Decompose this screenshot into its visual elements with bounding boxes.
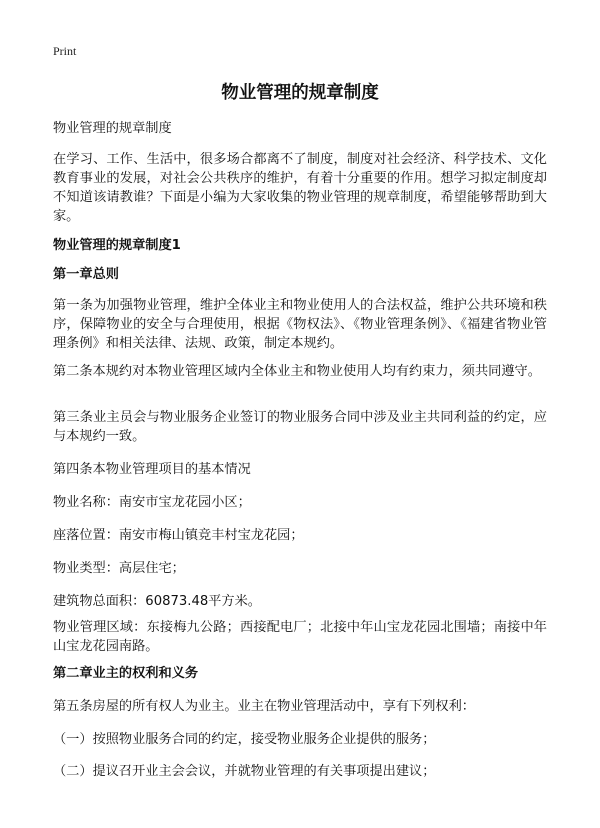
intro-paragraph: 在学习、工作、生活中，很多场合都离不了制度，制度对社会经济、科学技术、文化教育事业的发展，对社会公共秩序的维护，有着十分重要的作用。想学习拟定制度却不知道该请教谁？下面是小编为大家收集的物业管理的规章制度，希望能够帮助到大家。	[53, 152, 547, 224]
article-3: 第三条业主员会与物业服务企业签订的物业服务合同中涉及业主共同利益的约定，应与本规约一致。	[53, 410, 547, 444]
chapter-heading-2: 第二章业主的权利和义务	[53, 666, 199, 681]
article-2: 第二条本规约对本物业管理区域内全体业主和物业使用人均有约束力，须共同遵守。	[53, 364, 541, 379]
chapter-heading-1: 第一章总则	[53, 267, 119, 282]
article-5: 第五条房屋的所有权人为业主。业主在物业管理活动中，享有下列权利：	[53, 699, 475, 714]
article-1: 第一条为加强物业管理，维护全体业主和物业使用人的合法权益，维护公共环境和秩序，保障物业的安全与合理使用，根据《物权法》、《物业管理条例》、《福建省物业管理条例》和相关法律、法规、政策，制定本规约。	[53, 298, 547, 351]
management-area: 物业管理区域：东接梅九公路；西接配电厂；北接中年山宝龙花园北围墙；南接中年山宝龙花园南路。	[53, 620, 547, 654]
property-type: 物业类型：高层住宅；	[53, 561, 185, 576]
section-heading-1: 物业管理的规章制度1	[53, 238, 181, 253]
property-name: 物业名称：南安市宝龙花园小区；	[53, 495, 251, 510]
right-item-2: （二）提议召开业主会会议，并就物业管理的有关事项提出建议；	[53, 764, 436, 779]
document-subtitle: 物业管理的规章制度	[53, 121, 172, 136]
page-title: 物业管理的规章制度	[221, 83, 379, 103]
right-item-1: （一）按照物业服务合同的约定，接受物业服务企业提供的服务；	[53, 732, 436, 747]
property-location: 座落位置：南安市梅山镇竞丰村宝龙花园；	[53, 528, 304, 543]
article-4: 第四条本物业管理项目的基本情况	[53, 462, 251, 477]
print-link[interactable]: Print	[53, 44, 77, 58]
total-area: 建筑物总面积：60873.48平方米。	[53, 594, 261, 609]
